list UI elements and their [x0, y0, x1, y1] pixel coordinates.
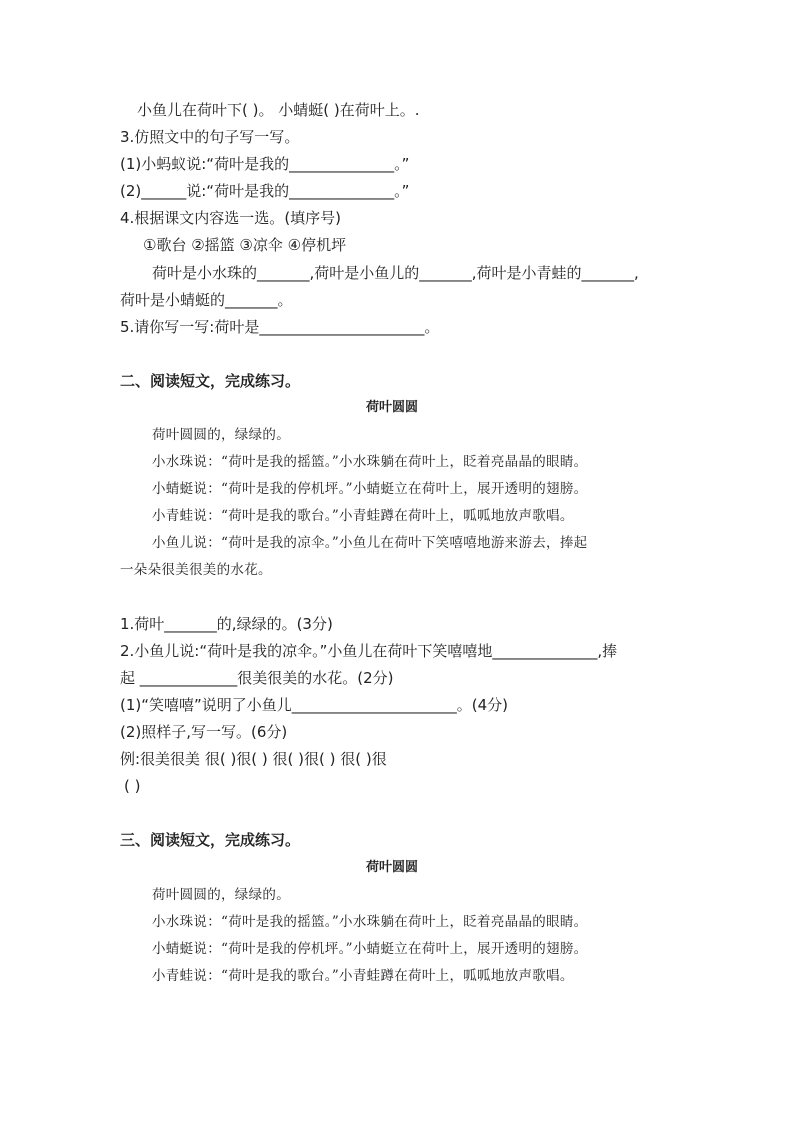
section-3-passage-line: 小青蛙说：“荷叶是我的歌台。”小青蛙蹲在荷叶上，呱呱地放声歌唱。: [152, 968, 574, 984]
question-3: 3.仿照文中的句子写一写。: [120, 128, 300, 146]
section-2-passage-line: 小水珠说：“荷叶是我的摇篮。”小水珠躺在荷叶上，眨着亮晶晶的眼睛。: [152, 454, 588, 470]
section-3-title: 荷叶圆圆: [366, 860, 419, 875]
question-4: 4.根据课文内容选一选。(填序号): [120, 209, 342, 227]
section-2-passage-line: 一朵朵很美很美的水花。: [120, 562, 272, 578]
section-2-question: 1.荷叶_______的,绿绿的。(3分): [120, 615, 333, 633]
section-2-passage-line: 小青蛙说：“荷叶是我的歌台。”小青蛙蹲在荷叶上，呱呱地放声歌唱。: [152, 508, 574, 524]
fill-line-1: 小鱼儿在荷叶下( )。 小蜻蜓( )在荷叶上。.: [137, 101, 420, 119]
section-3-passage-line: 小蜻蜓说：“荷叶是我的停机坪。”小蜻蜓立在荷叶上，展开透明的翅膀。: [152, 941, 588, 957]
section-3-passage-line: 小水珠说：“荷叶是我的摇篮。”小水珠躺在荷叶上，眨着亮晶晶的眼睛。: [152, 914, 588, 930]
section-2-passage-line: 荷叶圆圆的，绿绿的。: [152, 427, 290, 443]
section-2-question: (1)“笑嘻嘻”说明了小鱼儿______________________。(4分): [120, 696, 509, 714]
section-2-question: 起 _____________很美很美的水花。(2分): [120, 669, 394, 687]
question-3-2: (2)______说:“荷叶是我的______________。”: [120, 182, 410, 200]
section-3-heading: 三、阅读短文，完成练习。: [120, 831, 301, 849]
section-2-question: 2.小鱼儿说:“荷叶是我的凉伞。”小鱼儿在荷叶下笑嘻嘻地______________,捧: [120, 642, 618, 660]
section-2-passage-line: 小鱼儿说：“荷叶是我的凉伞。”小鱼儿在荷叶下笑嘻嘻地游来游去，捧起: [152, 535, 588, 551]
section-2-title: 荷叶圆圆: [366, 400, 419, 415]
section-2-question: ( ): [124, 777, 141, 795]
section-2-heading: 二、阅读短文，完成练习。: [120, 372, 301, 390]
section-2-question: 例:很美很美 很( )很( ) 很( )很( ) 很( )很: [120, 750, 387, 768]
question-4-line-2: 荷叶是小蜻蜓的_______。: [120, 291, 293, 309]
section-2-question: (2)照样子,写一写。(6分): [120, 723, 288, 741]
question-5: 5.请你写一写:荷叶是______________________。: [120, 318, 440, 336]
question-3-1: (1)小蚂蚁说:“荷叶是我的______________。”: [120, 155, 410, 173]
section-2-passage-line: 小蜻蜓说：“荷叶是我的停机坪。”小蜻蜓立在荷叶上，展开透明的翅膀。: [152, 481, 588, 497]
question-4-line-1: 荷叶是小水珠的_______,荷叶是小鱼儿的_______,荷叶是小青蛙的_______,: [152, 264, 639, 282]
question-4-options: ①歌台 ②摇篮 ③凉伞 ④停机坪: [143, 236, 347, 254]
section-3-passage-line: 荷叶圆圆的，绿绿的。: [152, 887, 290, 903]
